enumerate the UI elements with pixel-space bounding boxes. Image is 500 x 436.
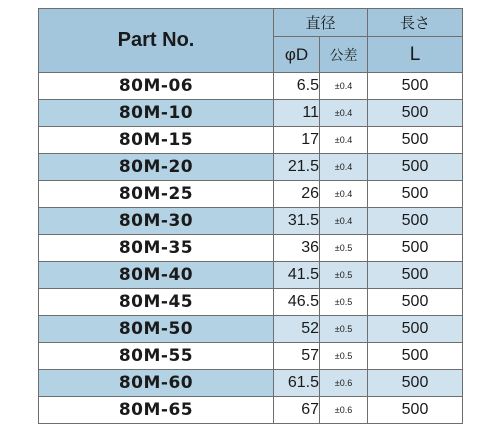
length-cell: 500 (368, 208, 463, 235)
table-row (39, 289, 463, 316)
diameter-cell: 46.5 (274, 289, 320, 316)
tolerance-cell: ±0.6 (320, 397, 368, 424)
table-row (39, 154, 463, 181)
length-cell: 500 (368, 73, 463, 100)
diameter-cell: 31.5 (274, 208, 320, 235)
tolerance-cell: ±0.4 (320, 208, 368, 235)
length-cell: 500 (368, 154, 463, 181)
table-row (39, 73, 463, 100)
tolerance-cell: ±0.4 (320, 73, 368, 100)
tolerance-header: 公差 (320, 37, 368, 73)
diameter-cell: 17 (274, 127, 320, 154)
table-body (39, 73, 463, 424)
part-number-cell: 80M-15 (39, 127, 274, 154)
spec-table (38, 8, 463, 424)
length-group-header: 長さ (368, 9, 463, 37)
table-row (39, 370, 463, 397)
part-number-cell: 80M-06 (39, 73, 274, 100)
part-number-cell: 80M-55 (39, 343, 274, 370)
table-row (39, 235, 463, 262)
part-number-cell: 80M-20 (39, 154, 274, 181)
diameter-group-header: 直径 (274, 9, 368, 37)
table-row (39, 127, 463, 154)
length-cell: 500 (368, 343, 463, 370)
tolerance-cell: ±0.6 (320, 370, 368, 397)
length-cell: 500 (368, 181, 463, 208)
diameter-cell: 36 (274, 235, 320, 262)
length-header: L (368, 37, 463, 73)
length-cell: 500 (368, 100, 463, 127)
part-number-cell: 80M-25 (39, 181, 274, 208)
diameter-cell: 67 (274, 397, 320, 424)
table-row (39, 208, 463, 235)
length-cell: 500 (368, 370, 463, 397)
diameter-cell: 6.5 (274, 73, 320, 100)
tolerance-cell: ±0.5 (320, 262, 368, 289)
table-header (39, 9, 463, 73)
table-row (39, 262, 463, 289)
tolerance-cell: ±0.4 (320, 154, 368, 181)
diameter-cell: 61.5 (274, 370, 320, 397)
diameter-cell: 26 (274, 181, 320, 208)
diameter-cell: 11 (274, 100, 320, 127)
tolerance-cell: ±0.4 (320, 100, 368, 127)
table-row (39, 181, 463, 208)
tolerance-cell: ±0.4 (320, 127, 368, 154)
length-cell: 500 (368, 127, 463, 154)
table-row (39, 316, 463, 343)
part-number-cell: 80M-60 (39, 370, 274, 397)
length-cell: 500 (368, 316, 463, 343)
part-number-cell: 80M-65 (39, 397, 274, 424)
tolerance-cell: ±0.5 (320, 235, 368, 262)
length-cell: 500 (368, 262, 463, 289)
part-number-cell: 80M-10 (39, 100, 274, 127)
diameter-cell: 41.5 (274, 262, 320, 289)
length-cell: 500 (368, 397, 463, 424)
table-row (39, 100, 463, 127)
part-number-cell: 80M-45 (39, 289, 274, 316)
table-row (39, 397, 463, 424)
tolerance-cell: ±0.4 (320, 181, 368, 208)
diameter-header: φD (274, 37, 320, 73)
part-number-cell: 80M-50 (39, 316, 274, 343)
diameter-cell: 57 (274, 343, 320, 370)
diameter-cell: 21.5 (274, 154, 320, 181)
part-no-header: Part No. (39, 9, 274, 73)
tolerance-cell: ±0.5 (320, 289, 368, 316)
tolerance-cell: ±0.5 (320, 343, 368, 370)
length-cell: 500 (368, 289, 463, 316)
diameter-cell: 52 (274, 316, 320, 343)
part-number-cell: 80M-30 (39, 208, 274, 235)
table-row (39, 343, 463, 370)
part-number-cell: 80M-35 (39, 235, 274, 262)
length-cell: 500 (368, 235, 463, 262)
part-number-cell: 80M-40 (39, 262, 274, 289)
tolerance-cell: ±0.5 (320, 316, 368, 343)
